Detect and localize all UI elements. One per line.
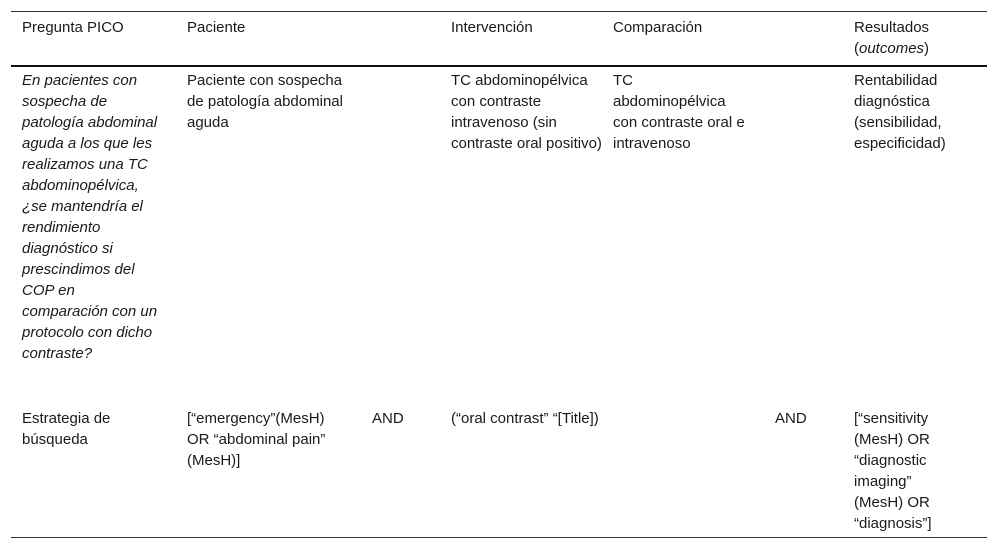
table-header-row xyxy=(11,12,987,67)
cell-comparacion: TC abdominopélvica con contraste oral e intravenoso xyxy=(613,72,745,152)
cell-search-resultados: [“sensitivity (MesH) OR “diagnostic imaging” (MesH) OR “diagnosis”] xyxy=(854,410,932,532)
header-outcomes-open: ( xyxy=(854,40,859,57)
cell-search-intervencion: (“oral contrast” “[Title]) xyxy=(451,410,599,427)
header-paciente: Paciente xyxy=(187,19,246,36)
cell-search-paciente: [“emergency”(MesH) OR “abdominal pain” (MesH)] xyxy=(187,410,326,469)
cell-search-and-2: AND xyxy=(775,410,807,427)
header-resultados xyxy=(854,17,979,59)
header-pregunta-pico: Pregunta PICO xyxy=(22,19,124,36)
header-resultados-label: Resultados xyxy=(854,19,930,36)
table-row-search-strategy xyxy=(11,408,987,537)
cell-resultados: Rentabilidad diagnóstica (sensibilidad, especificidad) xyxy=(854,72,946,152)
cell-search-and-1: AND xyxy=(372,410,404,427)
cell-paciente: Paciente con sospecha de patología abdominal aguda xyxy=(187,72,343,131)
cell-estrategia-busqueda: Estrategia de búsqueda xyxy=(22,410,111,448)
header-outcomes-close: ) xyxy=(924,40,930,57)
cell-intervencion: TC abdominopélvica con contraste intravenoso (sin contraste oral positivo) xyxy=(451,72,602,152)
cell-pico-question: En pacientes con sospecha de patología abdominal aguda a los que les realizamos una TC abdominopélvica, ¿se mantendría el rendimiento diagnóstico si prescindimos del COP en comparación con un protocolo con dicho contraste? xyxy=(22,72,158,362)
header-intervencion: Intervención xyxy=(451,19,533,36)
table-row-question xyxy=(11,67,987,408)
header-outcomes: outcomes xyxy=(859,40,925,57)
pico-table xyxy=(11,11,987,538)
header-comparacion: Comparación xyxy=(613,19,703,36)
